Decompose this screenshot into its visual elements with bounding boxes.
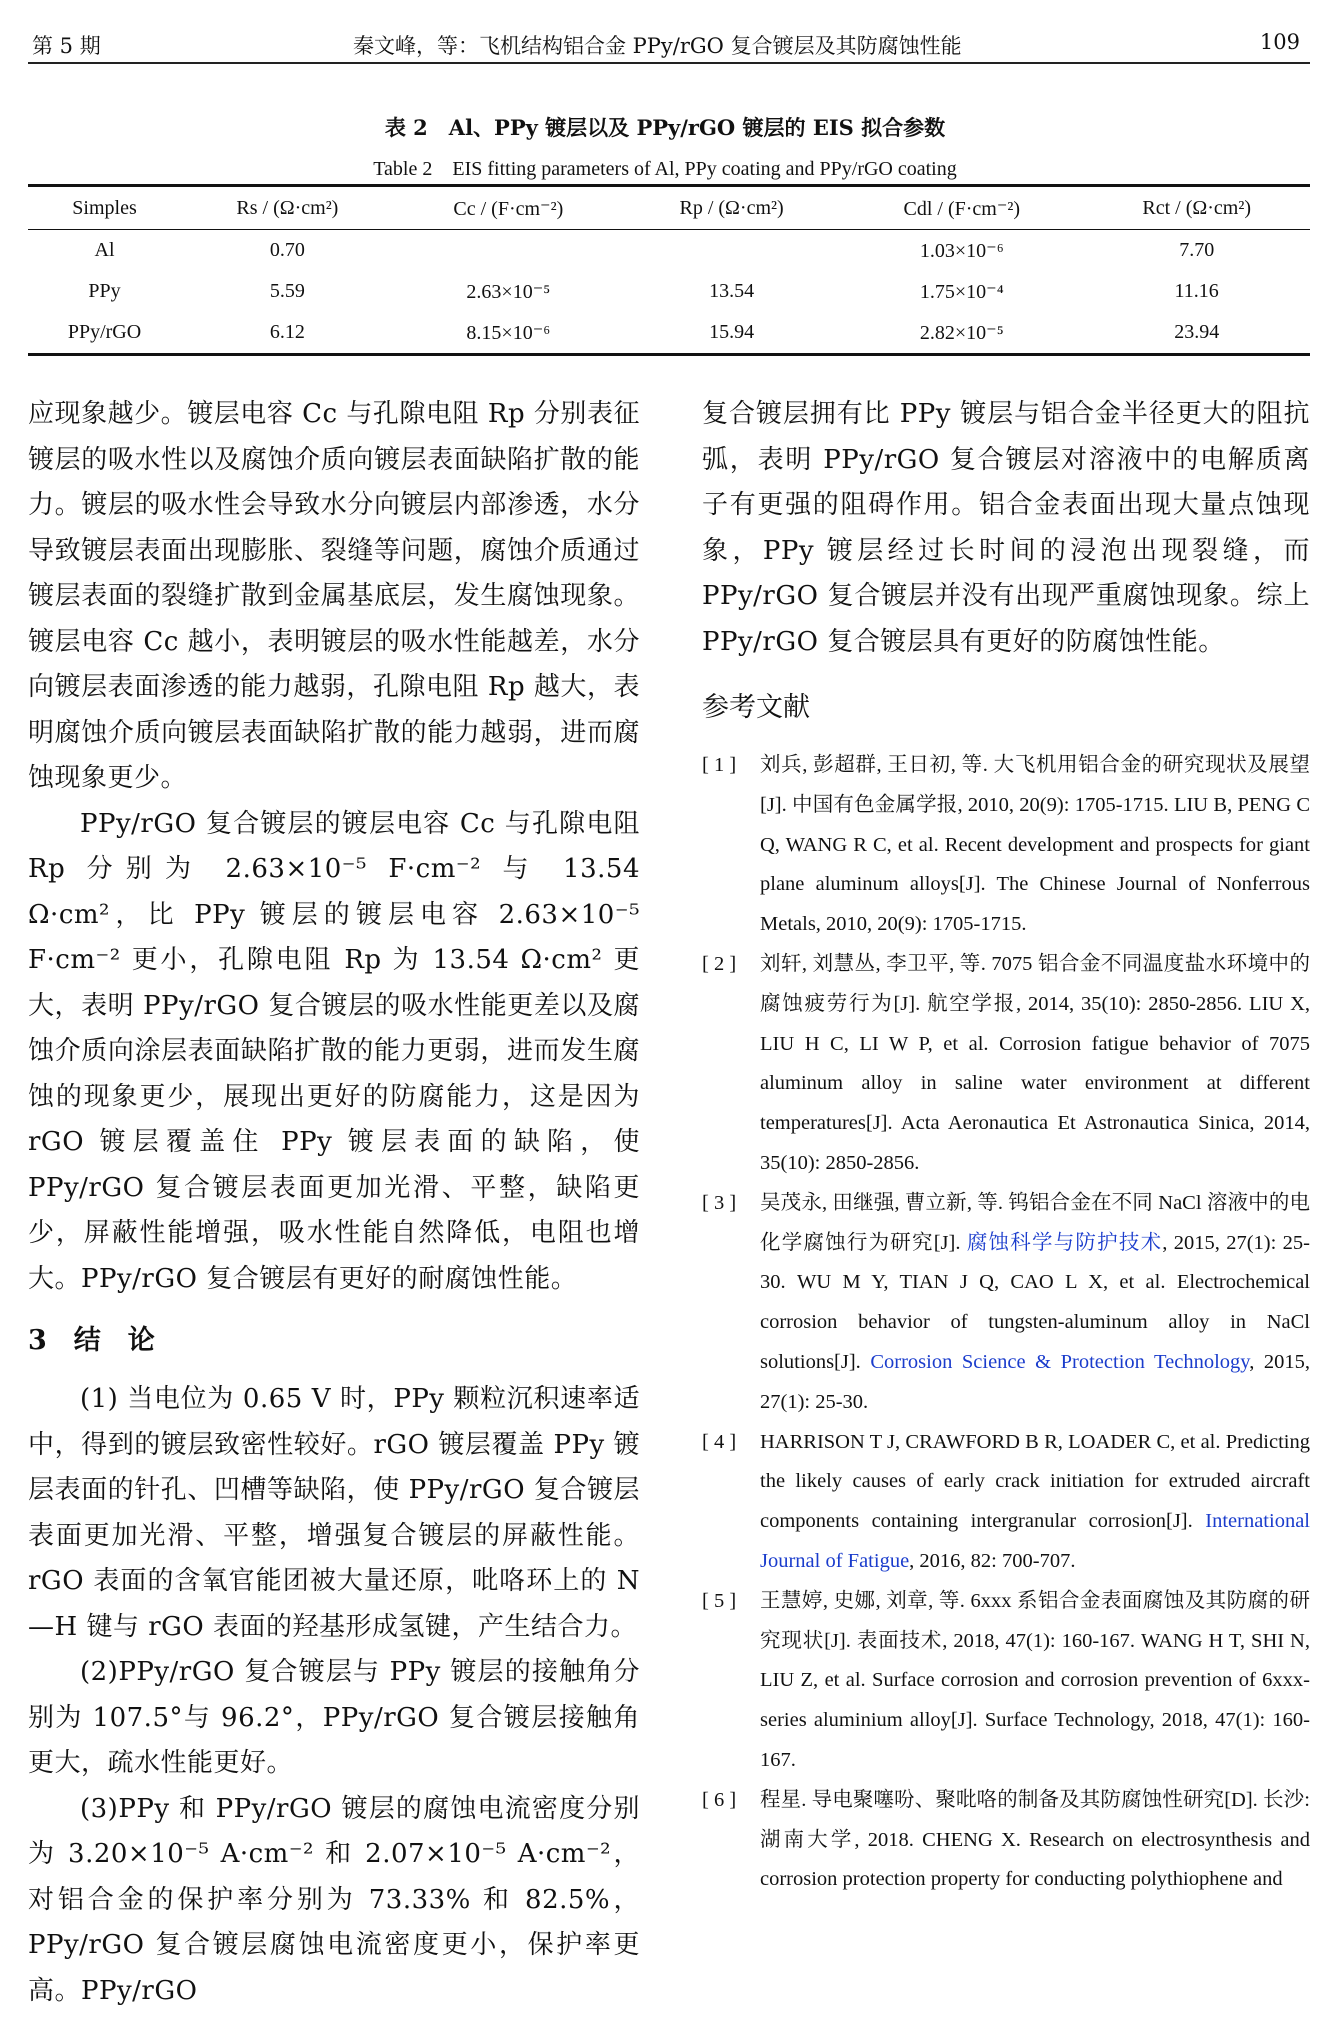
reference-number: [ 4 ]	[702, 1430, 737, 1453]
reference-segment: 刘兵, 彭超群, 王日初, 等. 大飞机用铝合金的研究现状及展望[J]. 中国有色金属学报, 2010, 20(9): 1705-1715. LIU B, PENG C Q, WANG R C, et al. Recent development and prospects for giant plane aluminum alloys[J]. The Chinese Journal of Nonferrous Metals, 2010, 20(9): 1705-1715.	[760, 754, 1310, 936]
table-cell: 0.70	[269, 239, 305, 261]
column-header: Rct / (Ω·cm²)	[1083, 186, 1310, 230]
conclusion-1: (1) 当电位为 0.65 V 时，PPy 颗粒沉积速率适中，得到的镀层致密性较好。rGO 镀层覆盖 PPy 镀层表面的针孔、凹槽等缺陷，使 PPy/rGO 复合镀层表面更加光滑、平整，增强复合镀层的屏蔽性能。rGO 表面的含氧官能团被大量还原，吡咯环上的 N—H 键与 rGO 表面的羟基形成氢键，产生结合力。	[28, 1384, 640, 1642]
running-header	[28, 28, 1310, 64]
table-body	[28, 230, 1310, 355]
column-header: Cc / (F·cm⁻²)	[394, 186, 623, 230]
table-header-row	[28, 186, 1310, 230]
reference-text	[760, 945, 1310, 1184]
running-title: 秦文峰，等：飞机结构铝合金 PPy/rGO 复合镀层及其防腐蚀性能	[353, 34, 962, 58]
journal-link[interactable]: Corrosion Science & Protection Technology	[870, 1350, 1250, 1373]
reference-item	[702, 1582, 1310, 1781]
table-row	[28, 312, 1310, 355]
reference-segment: , 2015, 27(1): 25-30.	[760, 1350, 1311, 1413]
table-cell: 1.75×10⁻⁴	[919, 281, 1004, 303]
table-cell	[623, 230, 840, 272]
left-column	[28, 392, 640, 2014]
column-header: Cdl / (F·cm⁻²)	[840, 186, 1083, 230]
page-number: 109	[1259, 30, 1300, 54]
section-heading-conclusion: 3 结 论	[28, 1325, 155, 1356]
reference-list	[702, 746, 1310, 1900]
paragraph: 应现象越少。镀层电容 Cc 与孔隙电阻 Rp 分别表征镀层的吸水性以及腐蚀介质向镀层表面缺陷扩散的能力。镀层的吸水性会导致水分向镀层内部渗透，水分导致镀层表面出现膨胀、裂缝等问题，腐蚀介质通过镀层表面的裂缝扩散到金属基底层，发生腐蚀现象。镀层电容 Cc 越小，表明镀层的吸水性能越差，水分向镀层表面渗透的能力越弱，孔隙电阻 Rp 越大，表明腐蚀介质向镀层表面缺陷扩散的能力越弱，进而腐蚀现象更少。	[28, 399, 640, 793]
column-header: Rs / (Ω·cm²)	[181, 186, 394, 230]
table-cell: 5.59	[269, 280, 305, 302]
reference-text	[760, 1582, 1310, 1781]
table-cell: 15.94	[709, 321, 755, 343]
table-row	[28, 271, 1310, 312]
table-cell: PPy	[88, 280, 121, 302]
table-cell: 2.63×10⁻⁵	[466, 281, 551, 303]
table-cell: PPy/rGO	[67, 321, 142, 343]
reference-item	[702, 1423, 1310, 1582]
reference-number: [ 1 ]	[702, 754, 737, 776]
table-cell: 1.03×10⁻⁶	[919, 240, 1004, 262]
table-cell: 2.82×10⁻⁵	[919, 322, 1004, 344]
table-caption-cn: 表 2 Al、PPy 镀层以及 PPy/rGO 镀层的 EIS 拟合参数	[384, 115, 946, 140]
table-cell: 13.54	[709, 280, 755, 302]
table-cell: Al	[94, 239, 115, 261]
conclusion-3: (3)PPy 和 PPy/rGO 镀层的腐蚀电流密度分别为 3.20×10⁻⁵ A·cm⁻² 和 2.07×10⁻⁵ A·cm⁻²，对铝合金的保护率分别为 73.33% 和 82.5%，PPy/rGO 复合镀层腐蚀电流密度更小，保护率更高。PPy/rGO	[28, 1793, 640, 2006]
reference-segment: 程星. 导电聚噻吩、聚吡咯的制备及其防腐蚀性研究[D]. 长沙: 湖南大学, 2018. CHENG X. Research on electrosynthesis and corrosion protection property for conducting polythiophene and	[760, 1788, 1310, 1891]
paragraph: PPy/rGO 复合镀层的镀层电容 Cc 与孔隙电阻 Rp 分别为 2.63×10⁻⁵ F·cm⁻² 与 13.54 Ω·cm²，比 PPy 镀层的镀层电容 2.63×10⁻⁵ F·cm⁻² 更小，孔隙电阻 Rp 为 13.54 Ω·cm² 更大，表明 PPy/rGO 复合镀层的吸水性能更差以及腐蚀介质向涂层表面缺陷扩散的能力更弱，进而发生腐蚀的现象更少，展现出更好的防腐能力，这是因为 rGO 镀层覆盖住 PPy 镀层表面的缺陷，使 PPy/rGO 复合镀层表面更加光滑、平整，缺陷更少，屏蔽性能增强，吸水性能自然降低，电阻也增大。PPy/rGO 复合镀层有更好的耐腐蚀性能。	[28, 808, 640, 1294]
reference-text	[760, 1184, 1310, 1423]
reference-text	[760, 1781, 1310, 1900]
right-column	[702, 392, 1310, 1900]
table-cell: 8.15×10⁻⁶	[466, 322, 551, 344]
table-cell: 7.70	[1179, 239, 1215, 261]
reference-number: [ 3 ]	[702, 1191, 737, 1214]
reference-segment: 吴茂永, 田继强, 曹立新, 等. 钨铝合金在不同 NaCl 溶液中的电化学腐蚀行为研究[J].	[760, 1191, 1310, 1254]
reference-item	[702, 746, 1310, 945]
reference-item	[702, 1781, 1310, 1900]
column-header: Simples	[28, 186, 181, 230]
conclusion-2: (2)PPy/rGO 复合镀层与 PPy 镀层的接触角分别为 107.5°与 96.2°，PPy/rGO 复合镀层接触角更大，疏水性能更好。	[28, 1657, 640, 1778]
journal-link[interactable]: International Journal of Fatigue	[760, 1510, 1310, 1572]
reference-item	[702, 945, 1310, 1184]
reference-segment: HARRISON T J, CRAWFORD B R, LOADER C, et al. Predicting the likely causes of early crack initiation for extruded aircraft components containing intergranular corrosion[J].	[760, 1430, 1310, 1533]
eis-table	[28, 184, 1310, 356]
reference-text	[760, 746, 1310, 945]
table-cell: 23.94	[1174, 321, 1220, 343]
reference-segment: 刘轩, 刘慧丛, 李卫平, 等. 7075 铝合金不同温度盐水环境中的腐蚀疲劳行为[J]. 航空学报, 2014, 35(10): 2850-2856. LIU X, LIU H C, LI W P, et al. Corrosion fatigue behavior of 7075 aluminum alloy in saline water environment at different temperatures[J]. Acta Aeronautica Et Astronautica Sinica, 2014, 35(10): 2850-2856.	[760, 952, 1310, 1174]
table-cell	[394, 230, 623, 272]
reference-item	[702, 1184, 1310, 1423]
journal-link[interactable]: 腐蚀科学与防护技术	[966, 1231, 1163, 1254]
reference-segment: 王慧婷, 史娜, 刘章, 等. 6xxx 系铝合金表面腐蚀及其防腐的研究现状[J]. 表面技术, 2018, 47(1): 160-167. WANG H T, SHI N, LIU Z, et al. Surface corrosion and corrosion prevention of 6xxx-series aluminium alloy[J]. Surface Technology, 2018, 47(1): 160-167.	[760, 1589, 1310, 1771]
table-caption-en: Table 2 EIS fitting parameters of Al, PPy coating and PPy/rGO coating	[373, 158, 957, 180]
references-heading: 参考文献	[702, 692, 810, 723]
table-cell: 11.16	[1174, 280, 1219, 302]
table-cell: 6.12	[269, 321, 305, 343]
reference-number: [ 6 ]	[702, 1788, 737, 1811]
issue-number: 第 5 期	[32, 34, 101, 58]
reference-segment: , 2016, 82: 700-707.	[909, 1549, 1076, 1572]
paragraph: 复合镀层拥有比 PPy 镀层与铝合金半径更大的阻抗弧，表明 PPy/rGO 复合镀层对溶液中的电解质离子有更强的阻碍作用。铝合金表面出现大量点蚀现象，PPy 镀层经过长时间的浸泡出现裂缝，而 PPy/rGO 复合镀层并没有出现严重腐蚀现象。综上 PPy/rGO 复合镀层具有更好的防腐蚀性能。	[702, 399, 1310, 657]
reference-segment: , 2015, 27(1): 25-30. WU M Y, TIAN J Q, CAO L X, et al. Electrochemical corrosion behavior of tungsten-aluminum alloy in NaCl solutions[J].	[760, 1231, 1310, 1373]
table-row	[28, 230, 1310, 272]
column-header: Rp / (Ω·cm²)	[623, 186, 840, 230]
reference-number: [ 2 ]	[702, 952, 737, 975]
reference-number: [ 5 ]	[702, 1589, 737, 1612]
reference-text	[760, 1423, 1310, 1582]
